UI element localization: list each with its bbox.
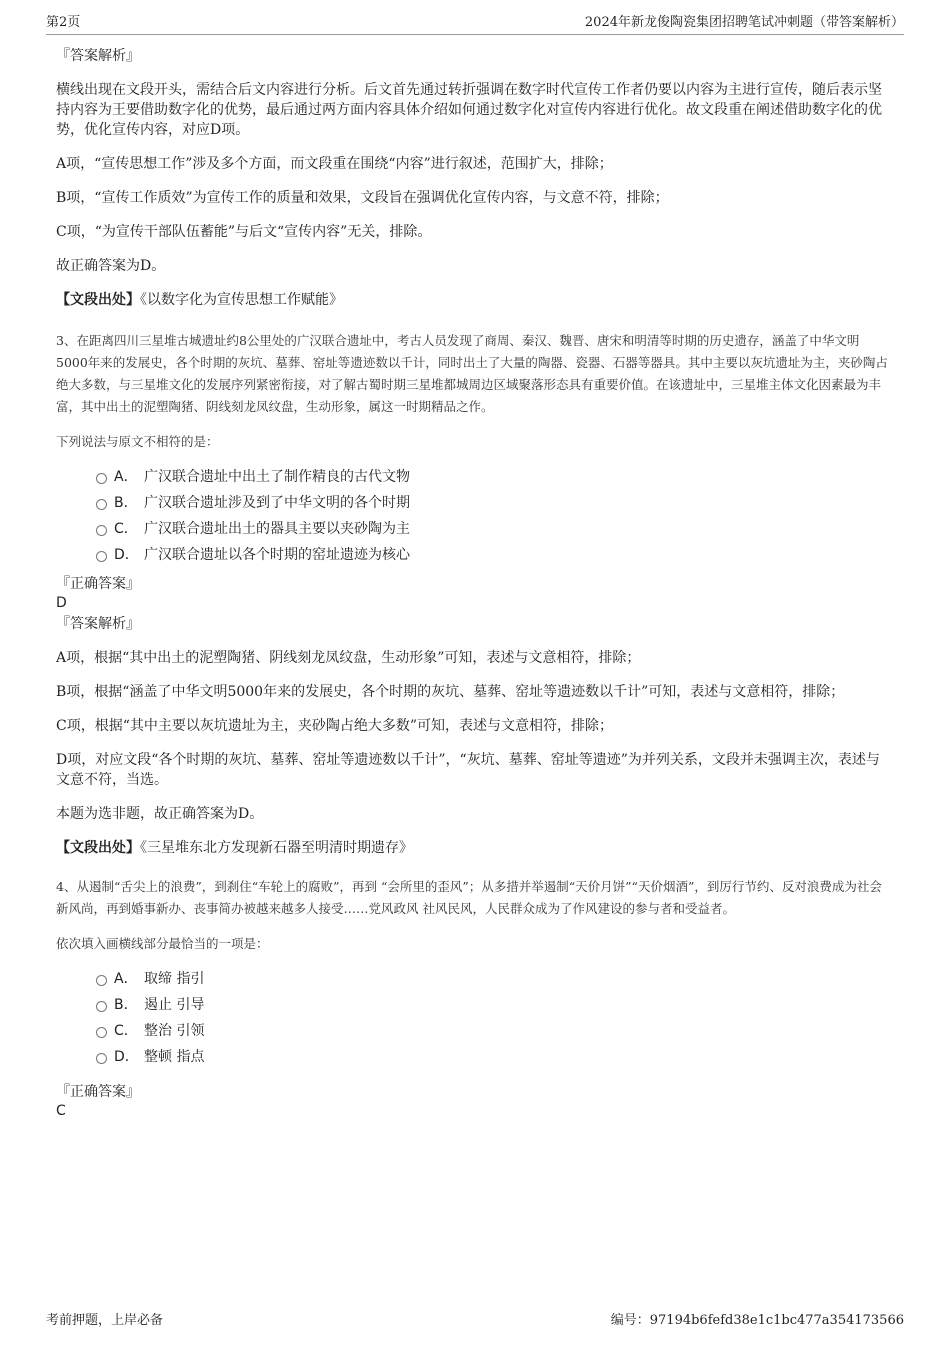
q3-source-label: 【文段出处】 <box>56 840 140 856</box>
q4-answer-heading: 『正确答案』 <box>56 1084 140 1100</box>
option-text: 遏止 引导 <box>144 997 205 1013</box>
option-text: 广汉联合遗址涉及到了中华文明的各个时期 <box>144 495 410 511</box>
option-letter: A． <box>114 469 138 485</box>
document-code: 编号：97194b6fefd38e1c1bc477a354173566 <box>610 1313 904 1328</box>
q3-option-b[interactable] <box>56 490 890 516</box>
q2-conclusion: 故正确答案为D。 <box>56 258 166 274</box>
q2-analysis-main: 横线出现在文段开头，需结合后文内容进行分析。后文首先通过转折强调在数字时代宣传工作者仍要以内容为主进行宣传，随后表示坚持内容为王要借助数字化的优势，最后通过两方面内容具体介绍如何通过数字化对宣传内容进行优化。故文段重在阐述借助数字化的优势，优化宣传内容，对应D项。 <box>56 82 882 138</box>
q3-conclusion: 本题为选非题，故正确答案为D。 <box>56 806 264 822</box>
q3-question-text: 3、在距离四川三星堆古城遗址约8公里处的广汉联合遗址中，考古人员发现了商周、秦汉、魏晋、唐宋和明清等时期的历史遗存，涵盖了中华文明5000年来的发展史，各个时期的灰坑、墓葬、窑址等遗迹数以千计，同时出土了大量的陶器、瓷器、石器等器具。其中主要以灰坑遗址为主，夹砂陶占绝大多数，与三星堆文化的发展序列紧密衔接，对了解古蜀时期三星堆都城周边区域聚落形态具有重要价值。在该遗址中，三星堆主体文化因素最为丰富，其中出土的泥塑陶猪、阴线刻龙凤纹盘，生动形象，属这一时期精品之作。 <box>56 333 888 414</box>
page-header <box>46 14 904 35</box>
option-letter: A． <box>114 971 138 987</box>
q4-answer: C <box>56 1103 66 1119</box>
option-text: 整治 引领 <box>144 1023 205 1039</box>
document-title: 2024年新龙俊陶瓷集团招聘笔试冲刺题（带答案解析） <box>584 15 904 30</box>
page-content <box>56 46 890 1120</box>
q3-answer-heading: 『正确答案』 <box>56 576 140 592</box>
q3-option-a[interactable] <box>56 464 890 490</box>
q2-analysis-a: A项，“宣传思想工作”涉及多个方面，而文段重在围绕“内容”进行叙述，范围扩大，排除； <box>56 156 613 172</box>
q2-analysis-b: B项，“宣传工作质效”为宣传工作的质量和效果，文段旨在强调优化宣传内容，与文意不符，排除； <box>56 190 669 206</box>
radio-button-icon[interactable] <box>96 473 107 484</box>
q3-option-c[interactable] <box>56 516 890 542</box>
q4-option-c[interactable] <box>56 1018 890 1044</box>
q2-analysis-heading: 『答案解析』 <box>56 48 140 64</box>
radio-button-icon[interactable] <box>96 1027 107 1038</box>
radio-button-icon[interactable] <box>96 1053 107 1064</box>
option-letter: B． <box>114 997 138 1013</box>
q3-analysis-heading: 『答案解析』 <box>56 616 140 632</box>
radio-button-icon[interactable] <box>96 499 107 510</box>
q3-analysis-d: D项，对应文段“各个时期的灰坑、墓葬、窑址等遗迹数以千计”，“灰坑、墓葬、窑址等遗迹”为并列关系，文段并未强调主次，表述与文意不符，当选。 <box>56 752 880 788</box>
q2-source-label: 【文段出处】 <box>56 292 140 308</box>
q3-options <box>56 464 890 568</box>
q2-source-title: 《以数字化为宣传思想工作赋能》 <box>140 292 343 308</box>
q3-analysis-b: B项，根据“涵盖了中华文明5000年来的发展史，各个时期的灰坑、墓葬、窑址等遗迹数以千计”可知，表述与文意相符，排除； <box>56 684 845 700</box>
footer-slogan: 考前押题，上岸必备 <box>46 1313 164 1328</box>
q3-analysis-a: A项，根据“其中出土的泥塑陶猪、阴线刻龙凤纹盘，生动形象”可知，表述与文意相符，排除； <box>56 650 641 666</box>
radio-button-icon[interactable] <box>96 551 107 562</box>
page-footer <box>46 1312 904 1332</box>
q3-source-title: 《三星堆东北方发现新石器至明清时期遗存》 <box>140 840 413 856</box>
q4-question-text: 4、从遏制“舌尖上的浪费”，到刹住“车轮上的腐败”，再到 “会所里的歪风”；从多措并举遏制“天价月饼”“天价烟酒”，到厉行节约、反对浪费成为社会新风尚，再到婚事新办、丧事简办被越来越多人接受……党风政风 社风民风，人民群众成为了作风建设的参与者和受益者。 <box>56 879 882 916</box>
q3-analysis-c: C项，根据“其中主要以灰坑遗址为主，夹砂陶占绝大多数”可知，表述与文意相符，排除； <box>56 718 614 734</box>
radio-button-icon[interactable] <box>96 525 107 536</box>
q3-answer: D <box>56 595 67 611</box>
q4-option-d[interactable] <box>56 1044 890 1070</box>
option-text: 广汉联合遗址以各个时期的窑址遗迹为核心 <box>144 547 410 563</box>
q4-options <box>56 966 890 1070</box>
option-letter: C． <box>114 1023 138 1039</box>
option-letter: B． <box>114 495 138 511</box>
q3-option-d[interactable] <box>56 542 890 568</box>
page-number: 第2页 <box>46 15 81 30</box>
q3-source <box>56 838 890 858</box>
q4-prompt: 依次填入画横线部分最恰当的一项是： <box>56 936 269 951</box>
option-letter: D． <box>114 547 139 563</box>
option-text: 广汉联合遗址出土的器具主要以夹砂陶为主 <box>144 521 410 537</box>
q4-option-a[interactable] <box>56 966 890 992</box>
option-letter: D． <box>114 1049 139 1065</box>
radio-button-icon[interactable] <box>96 975 107 986</box>
option-text: 整顿 指点 <box>144 1049 205 1065</box>
q3-prompt: 下列说法与原文不相符的是： <box>56 434 219 449</box>
option-text: 取缔 指引 <box>144 971 205 987</box>
q2-analysis-c: C项，“为宣传干部队伍蓄能”与后文“宣传内容”无关，排除。 <box>56 224 432 240</box>
option-letter: C． <box>114 521 138 537</box>
radio-button-icon[interactable] <box>96 1001 107 1012</box>
option-text: 广汉联合遗址中出土了制作精良的古代文物 <box>144 469 410 485</box>
q2-source <box>56 290 890 310</box>
q4-option-b[interactable] <box>56 992 890 1018</box>
